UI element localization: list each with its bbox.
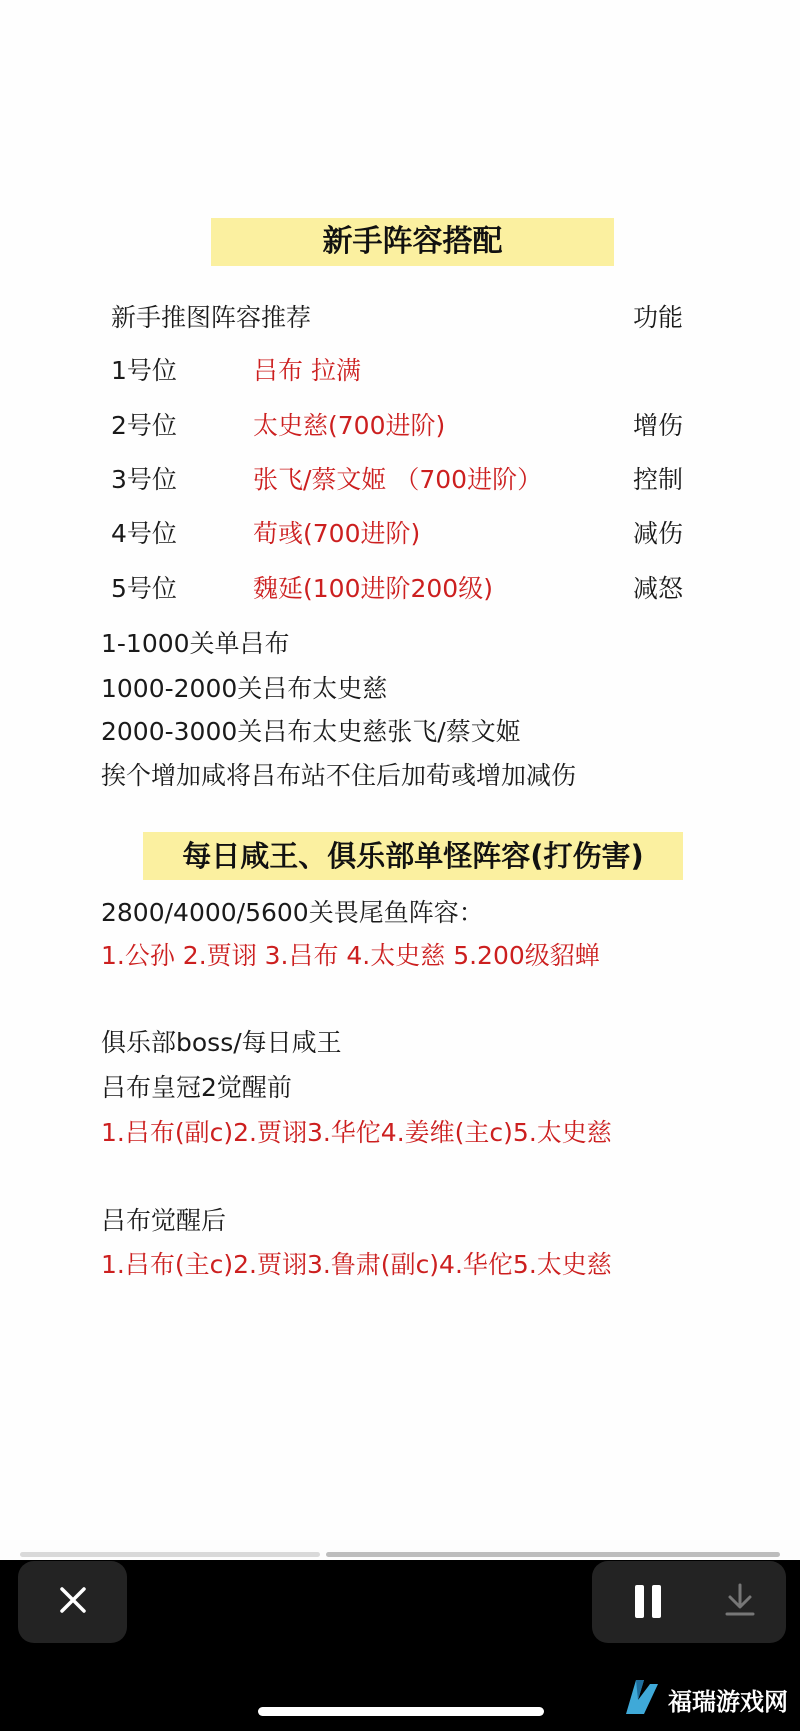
table-row-pos: 5号位 (111, 574, 177, 603)
pause-icon-bar (635, 1585, 644, 1618)
download-icon (723, 1582, 757, 1622)
section-title-daily: 每日咸王、俱乐部单怪阵容(打伤害) (143, 832, 683, 880)
watermark-logo-icon (622, 1674, 662, 1724)
table-row-hero: 太史慈(700进阶) (253, 411, 446, 440)
table-row-pos: 3号位 (111, 465, 177, 494)
lineup-heading: 吕布皇冠2觉醒前 (101, 1073, 292, 1102)
table-row-func: 增伤 (633, 411, 684, 440)
watermark (622, 1675, 788, 1723)
table-header-left: 新手推图阵容推荐 (111, 303, 312, 332)
pause-button[interactable] (635, 1585, 661, 1618)
table-row-hero: 吕布 拉满 (253, 356, 361, 385)
table-row-pos: 1号位 (111, 356, 177, 385)
table-row-func: 减伤 (633, 519, 684, 548)
table-row-func: 减怒 (633, 574, 684, 603)
download-button[interactable] (712, 1579, 768, 1625)
lineup-red: 1.吕布(副c)2.贾诩3.华佗4.姜维(主c)5.太史慈 (101, 1118, 612, 1147)
table-row-hero: 魏延(100进阶200级) (253, 574, 493, 603)
table-row-pos: 4号位 (111, 519, 177, 548)
note-line: 挨个增加咸将吕布站不住后加荀彧增加减伤 (101, 761, 577, 790)
note-line: 1000-2000关吕布太史慈 (101, 674, 388, 703)
lineup-heading: 2800/4000/5600关畏尾鱼阵容： (101, 898, 484, 927)
section-title-beginner: 新手阵容搭配 (211, 218, 614, 266)
note-line: 1-1000关单吕布 (101, 629, 290, 658)
close-button[interactable] (18, 1561, 127, 1643)
story-progress-segment (326, 1552, 780, 1557)
table-header-right: 功能 (633, 303, 684, 332)
lineup-heading: 俱乐部boss/每日咸王 (101, 1028, 342, 1057)
media-controls (592, 1561, 786, 1643)
table-row-hero: 荀彧(700进阶) (253, 519, 421, 548)
close-icon (58, 1585, 88, 1619)
note-line: 2000-3000关吕布太史慈张飞/蔡文姬 (101, 717, 521, 746)
pause-icon-bar (652, 1585, 661, 1618)
lineup-red: 1.吕布(主c)2.贾诩3.鲁肃(副c)4.华佗5.太史慈 (101, 1250, 612, 1279)
home-indicator[interactable] (258, 1707, 544, 1716)
table-row-func: 控制 (633, 465, 684, 494)
lineup-heading: 吕布觉醒后 (101, 1206, 227, 1235)
table-row-pos: 2号位 (111, 411, 177, 440)
table-row-hero: 张飞/蔡文姬 （700进阶） (253, 465, 543, 494)
watermark-text: 福瑞游戏网 (668, 1687, 788, 1716)
lineup-red: 1.公孙 2.贾诩 3.吕布 4.太史慈 5.200级貂蝉 (101, 941, 600, 970)
story-progress-segment (20, 1552, 320, 1557)
